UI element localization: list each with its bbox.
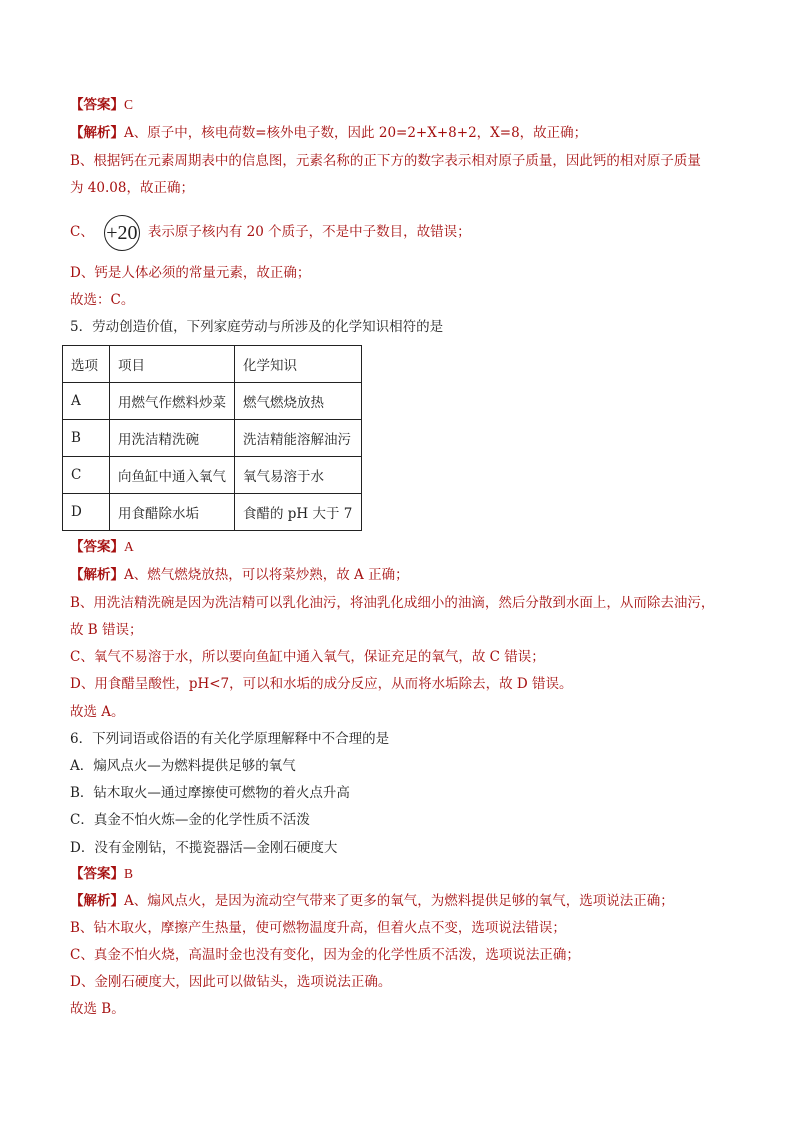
answer-label: 【答案】 bbox=[70, 97, 124, 113]
table-cell: C bbox=[63, 457, 110, 494]
q5-question: 5．劳动创造价值，下列家庭劳动与所涉及的化学知识相符的是 bbox=[70, 319, 444, 335]
q4-analysis-b2: 为 40.08，故正确； bbox=[70, 180, 194, 196]
q6-option-d: D．没有金刚钻，不揽瓷器活—金刚石硬度大 bbox=[70, 840, 338, 856]
table-cell: 食醋的 pH 大于 7 bbox=[235, 494, 362, 531]
q6-analysis-a bbox=[70, 891, 674, 911]
analysis-text: A、燃气燃烧放热，可以将菜炒熟，故 A 正确； bbox=[124, 567, 409, 583]
table-row bbox=[63, 420, 362, 457]
q5-analysis-b2: 故 B 错误； bbox=[70, 622, 143, 638]
table-cell: 用燃气作燃料炒菜 bbox=[110, 383, 235, 420]
table-row bbox=[63, 383, 362, 420]
analysis-c-prefix: C、 bbox=[70, 224, 94, 240]
q6-option-c: C．真金不怕火炼—金的化学性质不活泼 bbox=[70, 812, 310, 828]
answer-label: 【答案】 bbox=[70, 866, 124, 882]
table-cell: 用洗洁精洗碗 bbox=[110, 420, 235, 457]
q5-analysis-b1: B、用洗洁精洗碗是因为洗洁精可以乳化油污，将油乳化成细小的油滴，然后分散到水面上，从而除去油污， bbox=[70, 595, 715, 611]
analysis-c-text: 表示原子核内有 20 个质子，不是中子数目，故错误； bbox=[147, 224, 471, 240]
table-cell: 用食醋除水垢 bbox=[110, 494, 235, 531]
table-header-cell: 化学知识 bbox=[235, 346, 362, 383]
q5-analysis-c: C、氧气不易溶于水，所以要向鱼缸中通入氧气，保证充足的氧气，故 C 错误； bbox=[70, 649, 545, 665]
q6-analysis-b: B、钻木取火，摩擦产生热量，使可燃物温度升高，但着火点不变，选项说法错误； bbox=[70, 920, 566, 936]
table-cell: D bbox=[63, 494, 110, 531]
q4-analysis-c bbox=[70, 214, 471, 251]
table-cell: B bbox=[63, 420, 110, 457]
q6-option-a: A．煽风点火—为燃料提供足够的氧气 bbox=[70, 758, 296, 774]
q6-conclusion: 故选 B。 bbox=[70, 1001, 125, 1017]
answer-label: 【答案】 bbox=[70, 539, 124, 555]
q6-option-b: B．钻木取火—通过摩擦使可燃物的着火点升高 bbox=[70, 785, 350, 801]
table-cell: 燃气燃烧放热 bbox=[235, 383, 362, 420]
answer-value: B bbox=[124, 866, 134, 881]
q4-conclusion: 故选：C。 bbox=[70, 292, 135, 308]
analysis-label: 【解析】 bbox=[70, 567, 124, 583]
analysis-label: 【解析】 bbox=[70, 893, 124, 909]
q4-analysis-b1: B、根据钙在元素周期表中的信息图，元素名称的正下方的数字表示相对原子质量，因此钙的相对原子质量 bbox=[70, 153, 701, 169]
q5-analysis-a bbox=[70, 565, 409, 585]
table-row bbox=[63, 494, 362, 531]
table-header-cell: 选项 bbox=[63, 346, 110, 383]
q5-options-table bbox=[62, 345, 362, 531]
nucleus-circle-icon: +20 bbox=[104, 215, 140, 251]
analysis-text: A、煽风点火，是因为流动空气带来了更多的氧气，为燃料提供足够的氧气，选项说法正确； bbox=[124, 893, 674, 909]
q6-analysis-d: D、金刚石硬度大，因此可以做钻头，选项说法正确。 bbox=[70, 974, 392, 990]
q5-conclusion: 故选 A。 bbox=[70, 704, 125, 720]
analysis-label: 【解析】 bbox=[70, 125, 124, 141]
q4-analysis-a bbox=[70, 123, 587, 143]
table-header-row bbox=[63, 346, 362, 383]
answer-value: C bbox=[124, 97, 134, 112]
analysis-text: A、原子中，核电荷数=核外电子数，因此 20=2+X+8+2，X=8，故正确； bbox=[124, 125, 588, 141]
table-cell: 向鱼缸中通入氧气 bbox=[110, 457, 235, 494]
q5-answer bbox=[70, 537, 134, 557]
q5-analysis-d: D、用食醋呈酸性，pH<7，可以和水垢的成分反应，从而将水垢除去，故 D 错误。 bbox=[70, 676, 573, 692]
q6-answer bbox=[70, 864, 133, 884]
table-row bbox=[63, 457, 362, 494]
table-cell: 洗洁精能溶解油污 bbox=[235, 420, 362, 457]
q4-answer bbox=[70, 95, 133, 115]
q6-question: 6．下列词语或俗语的有关化学原理解释中不合理的是 bbox=[70, 731, 390, 747]
q4-analysis-d: D、钙是人体必须的常量元素，故正确； bbox=[70, 265, 311, 281]
answer-value: A bbox=[124, 539, 134, 554]
table-cell: A bbox=[63, 383, 110, 420]
table-cell: 氧气易溶于水 bbox=[235, 457, 362, 494]
table-header-cell: 项目 bbox=[110, 346, 235, 383]
q6-analysis-c: C、真金不怕火烧，高温时金也没有变化，因为金的化学性质不活泼，选项说法正确； bbox=[70, 947, 580, 963]
